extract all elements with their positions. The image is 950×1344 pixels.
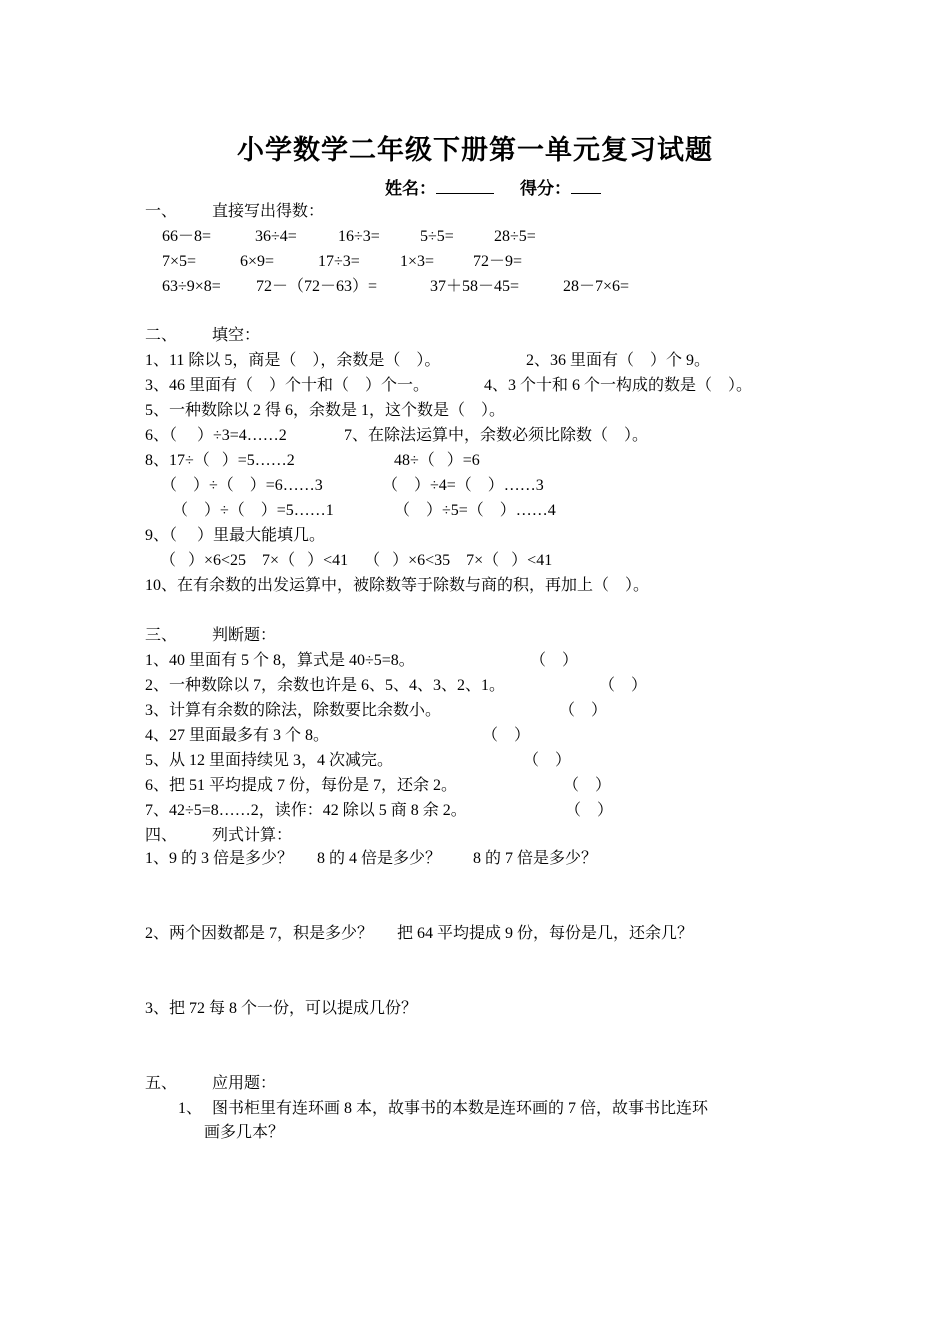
section5-heading: 应用题： (212, 1075, 277, 1092)
name-label: 姓名： (385, 179, 436, 198)
score-label: 得分： (520, 179, 571, 198)
judge-item: 3、计算有余数的除法，除数要比余数小。 (145, 702, 442, 719)
judge-paren[interactable]: （ ） (482, 727, 531, 744)
calc-item: 6×9= (240, 253, 275, 270)
name-blank[interactable] (436, 177, 494, 194)
page-title: 小学数学二年级下册第一单元复习试题 (237, 135, 713, 165)
judge-item: 4、27 里面最多有 3 个 8。 (145, 727, 330, 744)
fill-item: 6、（ ）÷3=4……2 (145, 427, 287, 444)
fill-item: 5、一种数除以 2 得 6，余数是 1，这个数是（ ）。 (145, 402, 506, 419)
section1-heading: 直接写出得数： (212, 203, 325, 220)
judge-paren[interactable]: （ ） (599, 677, 648, 694)
word-problem-text: 图书柜里有连环画 8 本，故事书的本数是连环画的 7 倍，故事书比连环 (212, 1100, 709, 1117)
fill-item: 7、在除法运算中，余数必须比除数（ ）。 (344, 427, 649, 444)
judge-paren[interactable]: （ ） (565, 802, 614, 819)
score-blank[interactable] (571, 177, 601, 194)
judge-paren[interactable]: （ ） (523, 752, 572, 769)
calc-question: 3、把 72 每 8 个一份，可以提成几份？ (145, 1000, 418, 1017)
calc-item: 66－8= (162, 228, 212, 245)
calc-item: 28－7×6= (563, 278, 630, 295)
judge-item: 5、从 12 里面持续见 3，4 次减完。 (145, 752, 394, 769)
judge-paren[interactable]: （ ） (559, 702, 608, 719)
fill-item: （ ）÷4=（ ）……3 (382, 477, 544, 494)
fill-item: 9、（ ）里最大能填几。 (145, 527, 326, 544)
judge-item: 7、42÷5=8……2，读作：42 除以 5 商 8 余 2。 (145, 802, 467, 819)
judge-item: 2、一种数除以 7，余数也许是 6、5、4、3、2、1。 (145, 677, 506, 694)
judge-item: 6、把 51 平均提成 7 份，每份是 7，还余 2。 (145, 777, 458, 794)
fill-item: （ ）×6<25 7×（ ）<41 （ ）×6<35 7×（ ）<41 (160, 552, 553, 569)
judge-item: 1、40 里面有 5 个 8，算式是 40÷5=8。 (145, 652, 415, 669)
judge-paren[interactable]: （ ） (530, 652, 579, 669)
judge-paren[interactable]: （ ） (563, 777, 612, 794)
fill-item: （ ）÷（ ）=6……3 (161, 477, 323, 494)
section2-heading-number: 二、 (145, 327, 178, 344)
calc-item: 72－（72－63）= (256, 278, 378, 295)
fill-item: （ ）÷5=（ ）……4 (394, 502, 556, 519)
calc-question: 2、两个因数都是 7，积是多少？ 把 64 平均提成 9 份，每份是几，还余几？ (145, 925, 694, 942)
fill-item: 1、11 除以 5，商是（ ），余数是（ ）。 (145, 352, 441, 369)
fill-item: 4、3 个十和 6 个一构成的数是（ ）。 (484, 377, 753, 394)
calc-question: 1、9 的 3 倍是多少？ 8 的 4 倍是多少？ 8 的 7 倍是多少？ (145, 850, 598, 867)
section5-heading-number: 五、 (145, 1075, 178, 1092)
fill-item: （ ）÷（ ）=5……1 (172, 502, 334, 519)
section3-heading: 判断题： (212, 627, 277, 644)
calc-item: 37＋58－45= (430, 278, 520, 295)
fill-item: 8、17÷（ ）=5……2 (145, 452, 295, 469)
section4-heading-number: 四、 (145, 827, 178, 844)
calc-item: 16÷3= (338, 228, 380, 245)
calc-item: 5÷5= (420, 228, 454, 245)
calc-item: 36÷4= (255, 228, 297, 245)
fill-item: 2、36 里面有（ ）个 9。 (526, 352, 711, 369)
word-problem-number: 1、 (178, 1100, 203, 1117)
calc-item: 72－9= (473, 253, 523, 270)
calc-item: 1×3= (400, 253, 435, 270)
name-score-line (385, 177, 601, 200)
fill-item: 48÷（ ）=6 (394, 452, 480, 469)
section3-heading-number: 三、 (145, 627, 178, 644)
section4-heading: 列式计算： (212, 827, 293, 844)
fill-item: 10、在有余数的出发运算中，被除数等于除数与商的积，再加上（ ）。 (145, 577, 650, 594)
word-problem-text-continued: 画多几本？ (204, 1124, 285, 1141)
section1-heading-number: 一、 (145, 203, 178, 220)
section2-heading: 填空： (212, 327, 261, 344)
calc-item: 7×5= (162, 253, 197, 270)
calc-item: 28÷5= (494, 228, 536, 245)
calc-item: 17÷3= (318, 253, 360, 270)
calc-item: 63÷9×8= (162, 278, 221, 295)
fill-item: 3、46 里面有（ ）个十和（ ）个一。 (145, 377, 430, 394)
